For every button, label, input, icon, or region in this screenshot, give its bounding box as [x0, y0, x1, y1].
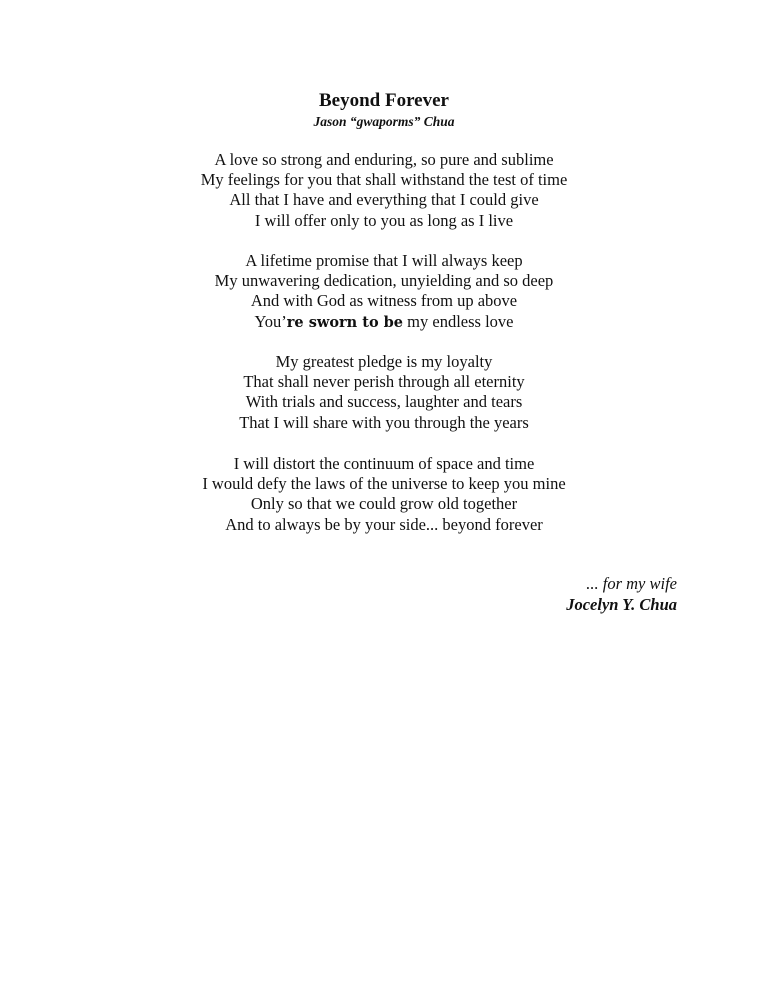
- stanza-line: A love so strong and enduring, so pure and sublime: [214, 150, 554, 169]
- stanza-line-mixed: [0, 312, 768, 333]
- stanza-3: [0, 352, 768, 433]
- stanza-line: And to always be by your side... beyond forever: [225, 514, 543, 534]
- stanza-line: With trials and success, laughter and tears: [245, 392, 523, 412]
- stanza-line: I would defy the laws of the universe to keep you mine: [202, 474, 566, 494]
- stanza-2: [0, 251, 768, 333]
- poem-title: Beyond Forever: [319, 90, 449, 111]
- line-text-start: You’: [254, 311, 287, 331]
- stanza-line: And with God as witness from up above: [250, 291, 518, 311]
- stanza-line: Only so that we could grow old together: [250, 494, 518, 514]
- line-text-bold: re sworn to be: [286, 313, 404, 331]
- stanza-line: I will offer only to you as long as I live: [254, 210, 514, 230]
- stanza-line: My feelings for you that shall withstand the test of time: [200, 170, 568, 190]
- stanza-line: That I will share with you through the years: [239, 412, 529, 432]
- dedication-name: Jocelyn Y. Chua: [566, 594, 677, 614]
- line-text-end: my endless love: [403, 311, 514, 331]
- stanza-line: I will distort the continuum of space and time: [233, 454, 535, 473]
- stanza-line: My greatest pledge is my loyalty: [275, 352, 493, 371]
- stanza-4: [0, 454, 768, 535]
- stanza-line: A lifetime promise that I will always keep: [245, 251, 523, 270]
- dedication-line: ... for my wife: [586, 574, 677, 593]
- dedication: [566, 574, 677, 615]
- stanza-line: That shall never perish through all eternity: [243, 372, 525, 392]
- poem-author: Jason “gwaporms” Chua: [313, 114, 455, 129]
- stanza-line: All that I have and everything that I could give: [229, 190, 539, 210]
- stanza-1: [0, 150, 768, 231]
- stanza-line: My unwavering dedication, unyielding and so deep: [214, 271, 554, 291]
